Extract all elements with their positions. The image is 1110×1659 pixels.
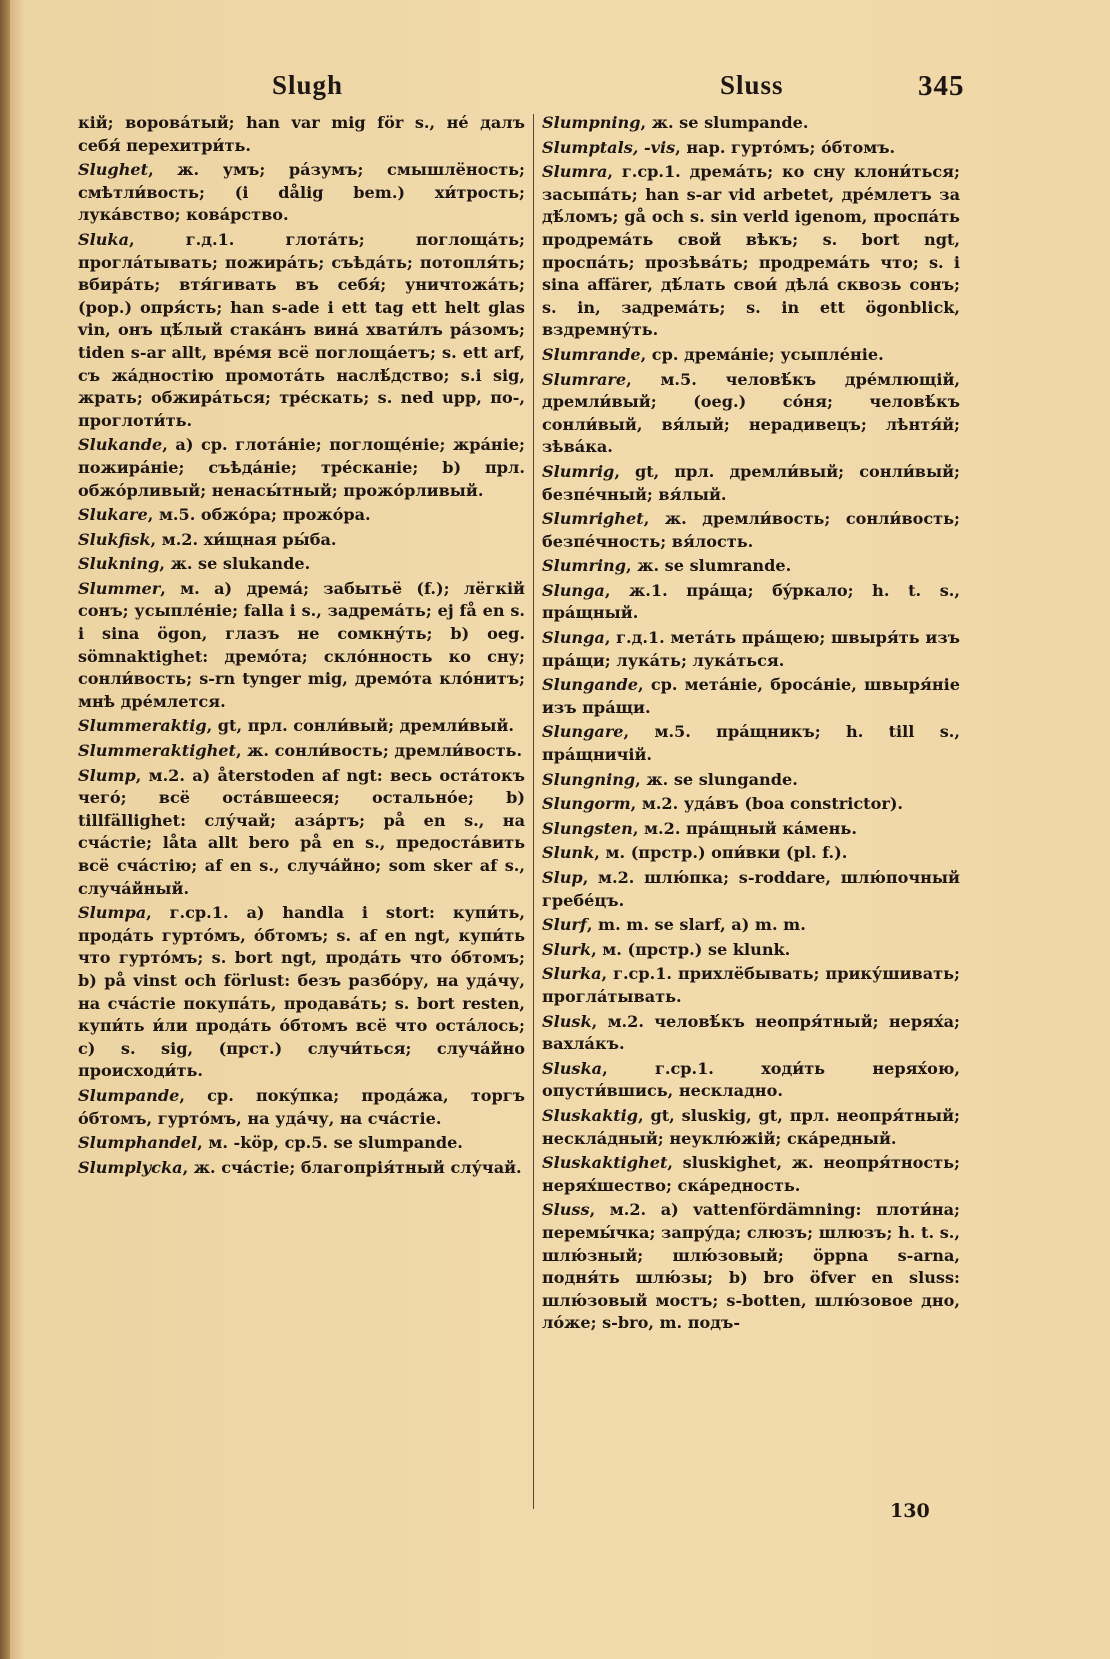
dictionary-entry bbox=[78, 1157, 525, 1180]
entry-headword: Slumra bbox=[542, 162, 608, 182]
entry-definition: , ж. se slukande. bbox=[159, 554, 311, 574]
entry-headword: Slurk bbox=[542, 939, 592, 959]
dictionary-entry bbox=[542, 721, 960, 766]
dictionary-entry bbox=[78, 159, 525, 227]
entry-headword: Slumring bbox=[542, 556, 627, 576]
dictionary-entry bbox=[542, 161, 960, 342]
dictionary-entry bbox=[542, 627, 960, 672]
entry-definition: , ср. покýпка; продáжа, торгъ óбтомъ, гуртóмъ, на удáчу, на счáстіе. bbox=[78, 1085, 525, 1128]
dictionary-entry bbox=[542, 137, 960, 160]
dictionary-entry bbox=[78, 765, 525, 901]
entry-definition: , gt, прл. дремли́вый; сонли́вый; безпéчный; вя́лый. bbox=[542, 461, 960, 504]
page-gutter-shadow bbox=[0, 0, 10, 1659]
entry-headword: Slummeraktig bbox=[78, 716, 207, 736]
entry-definition: , г.ср.1. ходи́ть нерях́ою, опусти́вшись, нескладно. bbox=[542, 1058, 960, 1101]
entry-definition: , м.5. обжóра; прожóра. bbox=[147, 505, 371, 525]
entry-headword: Slump bbox=[78, 765, 136, 785]
dictionary-entry bbox=[542, 1058, 960, 1103]
entry-definition: , m. m. se slarf, a) m. m. bbox=[586, 915, 806, 935]
entry-definition: , м.2. a) återstoden af ngt: весь остáтокъ чегó; всё остáвшееся; остальнóе; b) tillfällighet: слу́чай; азáртъ; på en s., на счáстіе; låta allt bero på en s., предостáвить всё счáстію; af en s., случáйно; som sker af s., случáйный. bbox=[78, 765, 525, 898]
entry-headword: Slumplycka bbox=[78, 1157, 183, 1177]
entry-definition: , м.2. хи́щная ры́ба. bbox=[150, 529, 337, 549]
dictionary-entry bbox=[542, 1011, 960, 1056]
entry-definition: , gt, sluskig, gt, прл. неопря́тный; несклáдный; неуклю́жій; скáредный. bbox=[542, 1105, 960, 1148]
left-column bbox=[78, 112, 525, 1181]
entry-definition: , м.2. шлю́пка; s-roddare, шлю́почный гребéцъ. bbox=[542, 868, 960, 910]
entry-headword: Slumrighet bbox=[542, 509, 644, 529]
dictionary-entry bbox=[78, 578, 525, 714]
entry-headword: Slumpa bbox=[78, 903, 147, 923]
entry-definition: , г.д.1. глотáть; поглощáть; проглáтывать; пожирáть; съѣдáть; потопля́ть; вбирáть; втя́гивать въ себя́; уничтожáть; (pop.) опря́сть; han s-ade i ett tag ett helt glas vin, онъ цѣ́лый стакáнъ винá хвати́лъ рáзомъ; tiden s-ar allt, врéмя всё поглощáетъ; s. ett arf, съ жáдностію промотáть наслѣ́дство; s.i sig, жрать; обжирáться; трéскать; s. ned upp, по-, проглоти́ть. bbox=[78, 229, 525, 430]
dictionary-entry bbox=[542, 1105, 960, 1150]
dictionary-entry bbox=[542, 1152, 960, 1197]
dictionary-entry bbox=[542, 369, 960, 459]
entry-headword: Slukare bbox=[78, 505, 148, 525]
entry-headword: Slup bbox=[542, 868, 583, 887]
entry-headword: Slunk bbox=[542, 843, 595, 863]
dictionary-entry bbox=[542, 769, 960, 792]
dictionary-entry bbox=[78, 504, 525, 527]
entry-headword: Sluskaktig bbox=[542, 1105, 639, 1125]
entry-definition: , м.2. прáщный кáмень. bbox=[632, 818, 857, 838]
entry-headword: Slumrig bbox=[542, 461, 615, 481]
entry-definition: , ж. дремли́вость; сонли́вость; безпéчность; вя́лость. bbox=[542, 509, 960, 551]
entry-headword: Sluskaktighet bbox=[542, 1153, 668, 1173]
entry-definition: , м.2. удáвъ (boa constrictor). bbox=[630, 794, 904, 814]
entry-definition: , ж. se slumrande. bbox=[626, 556, 792, 576]
signature-number: 130 bbox=[890, 1500, 930, 1522]
entry-definition: , м.2. a) vattenfördämning: плоти́на; перемы́чка; запрýда; слюзъ; шлюзъ; h. t. s., шлю́зный; шлю́зовый; öppna s-arna, подня́ть шлю́зы; b) bro öfver en sluss: шлю́зовый мостъ; s-botten, шлю́зовое дно, лóже; s-bro, m. подъ- bbox=[542, 1200, 960, 1333]
dictionary-entry bbox=[78, 529, 525, 552]
entry-headword: Sluss bbox=[542, 1200, 590, 1220]
entry-definition: , м.2. человѣ́къ неопря́тный; нерях́а; вахлáкъ. bbox=[542, 1011, 960, 1054]
entry-definition: , г.ср.1. дремáть; ко сну клони́ться; засыпáть; han s-ar vid arbetet, дрéмлетъ за дѣ́ломъ; gå och s. sin verld igenom, проспáть продремáть свой вѣкъ; s. bort ngt, проспáть; прозѣвáть; продремáть что; s. i sina affärer, дѣ́лать свои́ дѣлá сквозь сонъ; s. in, задремáть; s. in ett ögonblick, вздремну́ть. bbox=[542, 162, 960, 340]
dictionary-entry bbox=[542, 580, 960, 625]
dictionary-entry bbox=[542, 842, 960, 865]
entry-headword: Sluka bbox=[78, 229, 130, 249]
entry-headword: Slummeraktighet bbox=[78, 741, 236, 761]
dictionary-entry bbox=[542, 508, 960, 553]
entry-definition: , ж. счáстіе; благопрія́тный слу́чай. bbox=[182, 1157, 522, 1177]
entry-headword: Slumrande bbox=[542, 344, 641, 364]
page-number: 345 bbox=[918, 70, 965, 102]
entry-headword: Slungande bbox=[542, 675, 639, 695]
entry-headword: Slumrare bbox=[542, 369, 627, 389]
column-divider bbox=[533, 114, 534, 1509]
entry-headword: Slurka bbox=[542, 964, 602, 984]
dictionary-entry bbox=[542, 867, 960, 912]
entry-definition: , ср. дремáніе; усыплéніе. bbox=[640, 344, 884, 364]
dictionary-entry bbox=[78, 715, 525, 738]
entry-headword: Slukning bbox=[78, 554, 160, 574]
entry-definition: , ж. se slumpande. bbox=[640, 113, 809, 132]
entry-headword: Slukfisk bbox=[78, 529, 151, 549]
running-head-right: Sluss bbox=[720, 70, 784, 100]
dictionary-entry bbox=[542, 1199, 960, 1335]
dictionary-entry bbox=[78, 740, 525, 763]
entry-headword: Slughet bbox=[78, 160, 149, 180]
dictionary-entry bbox=[78, 229, 525, 432]
dictionary-entry bbox=[78, 1085, 525, 1130]
dictionary-entry bbox=[542, 818, 960, 841]
dictionary-entry bbox=[78, 902, 525, 1083]
entry-headword: Slunga bbox=[542, 628, 605, 648]
entry-definition: , г.д.1. метáть прáщею; швыря́ть изъ прáщи; лукáть; лукáться. bbox=[542, 628, 960, 670]
entry-definition: , г.ср.1. прихлёбывать; прику́шивать; проглáтывать. bbox=[542, 964, 960, 1006]
dictionary-entry bbox=[78, 553, 525, 576]
entry-headword: Slukande bbox=[78, 435, 163, 455]
entry-headword: Slummer bbox=[78, 578, 161, 598]
entry-headword: Slurf bbox=[542, 915, 587, 935]
entry-headword: Slungsten bbox=[542, 818, 633, 838]
entry-definition: , ж.1. прáща; бýркало; h. t. s., прáщный. bbox=[542, 580, 960, 623]
entry-definition: , г.ср.1. a) handla i stort: купи́ть, продáть гуртóмъ, óбтомъ; s. af en ngt, купи́ть что гуртóмъ; s. bort ngt, продáть что óбтомъ; b) på vinst och förlust: безъ разбóру, на удáчу, на счáстіе покупáть, продавáть; s. bort resten, купи́ть и́ли продáть óбтомъ всё что остáлось; c) s. sig, (прст.) случи́ться; случáйно происходи́ть. bbox=[78, 903, 525, 1081]
entry-definition: , м. (прстр.) se klunk. bbox=[591, 939, 791, 959]
entry-definition: , a) ср. глотáніе; поглощéніе; жрáніе; пожирáніе; съѣдáніе; трéсканіе; b) прл. обжóрливый; ненасы́тный; прожóрливый. bbox=[78, 435, 525, 500]
entry-headword: Slumphandel bbox=[78, 1133, 198, 1153]
dictionary-entry bbox=[542, 674, 960, 719]
entry-definition: , м.5. человѣ́къ дрéмлющій, дремли́вый; (oeg.) сóня; человѣ́къ сонли́вый, вя́лый; нерадивецъ; лѣнтя́й; зѣвáка. bbox=[542, 369, 960, 457]
entry-headword: Slungorm bbox=[542, 794, 631, 814]
entry-headword: Slungare bbox=[542, 722, 624, 742]
entry-definition: , ж. se slungande. bbox=[635, 769, 798, 789]
dictionary-entry bbox=[542, 344, 960, 367]
dictionary-entry bbox=[78, 434, 525, 502]
dictionary-entry bbox=[542, 555, 960, 578]
entry-definition: , м. -köp, ср.5. se slumpande. bbox=[197, 1133, 463, 1153]
right-column bbox=[542, 112, 960, 1337]
entry-definition: кій; воровáтый; han var mig för s., нé далъ себя́ перехитри́ть. bbox=[78, 113, 525, 155]
dictionary-entry bbox=[542, 793, 960, 816]
entry-headword: Slumpning bbox=[542, 113, 641, 132]
entry-definition: , м. a) дремá; забытьё (f.); лёгкій сонъ; усыплéніе; falla i s., задремáть; ej få en s. i sina ögon, глазъ не сомкну́ть; b) oeg. sömnaktighet: дремóта; склóнность ко сну; сонли́вость; s-rn tynger mig, дремóта клóнитъ; мнѣ дрéмлется. bbox=[78, 578, 525, 711]
entry-definition: , нар. гуртóмъ; óбтомъ. bbox=[675, 137, 896, 157]
entry-definition: , ж. умъ; рáзумъ; смышлёность; смѣтли́вость; (i dålig bem.) хи́трость; лукáвство; ковáрство. bbox=[78, 160, 525, 225]
entry-definition: , ср. метáніе, бросáніе, швыря́ніе изъ прáщи. bbox=[542, 675, 960, 717]
entry-definition: , gt, прл. сонли́вый; дремли́вый. bbox=[206, 716, 515, 736]
entry-headword: Slusk bbox=[542, 1011, 592, 1031]
entry-definition: , м.5. прáщникъ; h. till s., прáщничій. bbox=[542, 722, 960, 765]
entry-definition: , ж. сонли́вость; дремли́вость. bbox=[235, 741, 523, 761]
entry-definition: , м. (прстр.) опи́вки (pl. f.). bbox=[594, 843, 848, 863]
dictionary-entry bbox=[78, 112, 525, 157]
dictionary-entry bbox=[542, 914, 960, 937]
entry-headword: Slunga bbox=[542, 580, 605, 600]
entry-headword: Slumpande bbox=[78, 1085, 180, 1105]
entry-definition: , sluskighet, ж. неопря́тность; нерях́шество; скáредность. bbox=[542, 1153, 960, 1195]
entry-headword: Slumptals, -vis bbox=[542, 137, 676, 157]
running-head-left: Slugh bbox=[272, 70, 344, 100]
dictionary-entry bbox=[542, 939, 960, 962]
dictionary-entry bbox=[542, 963, 960, 1008]
dictionary-entry bbox=[542, 112, 960, 135]
dictionary-entry bbox=[542, 461, 960, 506]
dictionary-entry bbox=[78, 1132, 525, 1155]
entry-headword: Sluska bbox=[542, 1058, 603, 1078]
entry-headword: Slungning bbox=[542, 769, 636, 789]
